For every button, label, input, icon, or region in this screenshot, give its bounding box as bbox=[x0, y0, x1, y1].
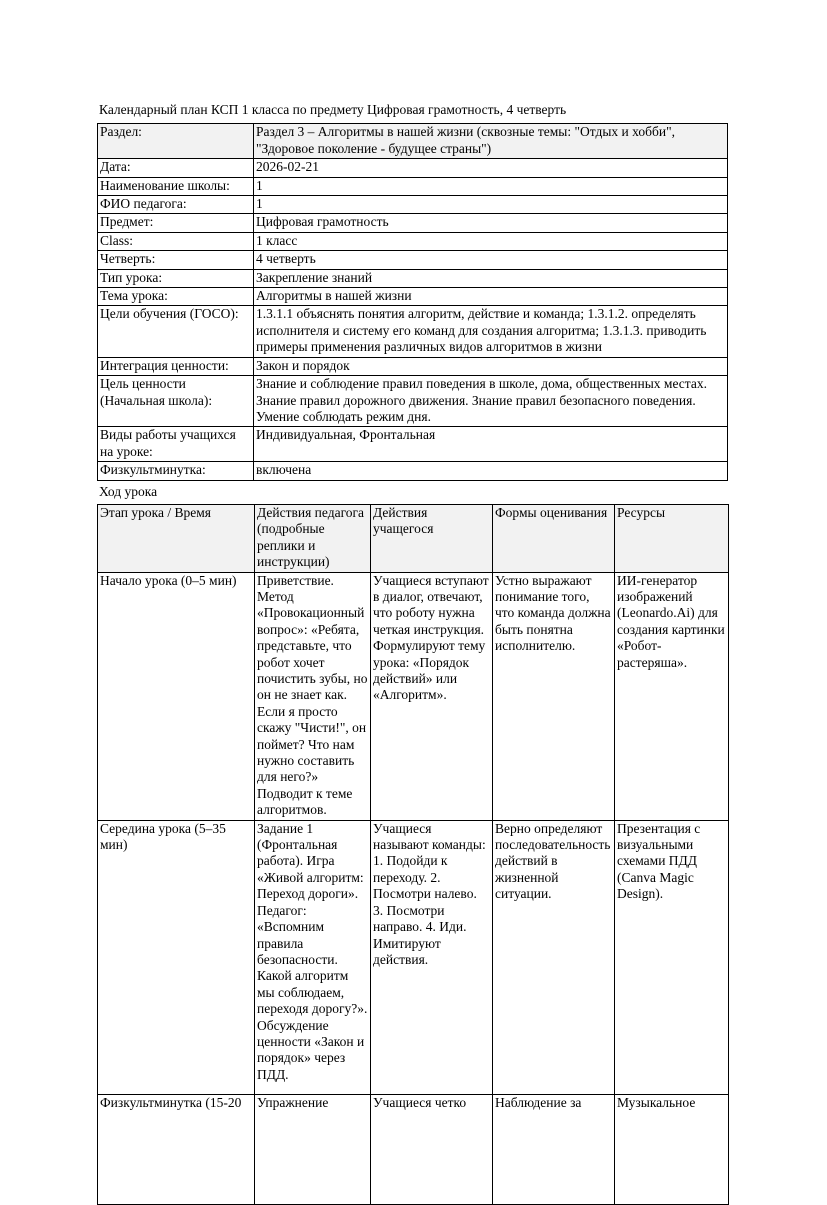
teacher-actions-cell: Упражнение bbox=[255, 1094, 371, 1204]
info-row bbox=[98, 196, 728, 214]
info-value: 4 четверть bbox=[254, 251, 728, 269]
info-value: Закрепление знаний bbox=[254, 269, 728, 287]
info-table bbox=[97, 123, 728, 480]
lesson-table bbox=[97, 504, 729, 1205]
info-value: Знание и соблюдение правил поведения в школе, дома, общественных местах. Знание правил дорожного движения. Знание правил безопасного поведения. Умение соблюдать режим дня. bbox=[254, 376, 728, 427]
info-value: Раздел 3 – Алгоритмы в нашей жизни (сквозные темы: "Отдых и хобби", "Здоровое поколение - будущее страны") bbox=[254, 124, 728, 159]
student-actions-cell: Учащиеся вступают в диалог, отвечают, что роботу нужна четкая инструкция. Формулируют тему урока: «Порядок действий» или «Алгоритм». bbox=[371, 572, 493, 820]
info-row bbox=[98, 251, 728, 269]
info-value: 1 bbox=[254, 177, 728, 195]
info-row bbox=[98, 376, 728, 427]
info-label: Тип урока: bbox=[98, 269, 254, 287]
info-label: ФИО педагога: bbox=[98, 196, 254, 214]
teacher-actions-cell: Задание 1 (Фронтальная работа). Игра «Живой алгоритм: Переход дороги». Педагог: «Вспомним правила безопасности. Какой алгоритм мы соблюдаем, переходя дорогу?». Обсуждение ценности «Закон и порядок» через ПДД. bbox=[255, 820, 371, 1094]
info-row bbox=[98, 462, 728, 480]
info-row bbox=[98, 288, 728, 306]
resources-cell: Презентация с визуальными схемами ПДД (Canva Magic Design). bbox=[615, 820, 729, 1094]
page-title: Календарный план КСП 1 класса по предмету Цифровая грамотность, 4 четверть bbox=[99, 102, 567, 117]
document-content bbox=[97, 102, 728, 1110]
resources-cell: Музыкальное bbox=[615, 1094, 729, 1204]
info-label: Предмет: bbox=[98, 214, 254, 232]
stage-cell: Начало урока (0–5 мин) bbox=[98, 572, 255, 820]
info-label: Виды работы учащихся на уроке: bbox=[98, 427, 254, 462]
lesson-row bbox=[98, 572, 729, 820]
section-heading: Ход урока bbox=[99, 483, 158, 499]
lesson-header-resources: Ресурсы bbox=[615, 504, 729, 572]
info-row bbox=[98, 124, 728, 159]
info-value: 1 bbox=[254, 196, 728, 214]
info-row bbox=[98, 306, 728, 357]
lesson-header-assessment: Формы оценивания bbox=[493, 504, 615, 572]
info-label: Тема урока: bbox=[98, 288, 254, 306]
info-label: Наименование школы: bbox=[98, 177, 254, 195]
resources-cell: ИИ-генератор изображений (Leonardo.Ai) для создания картинки «Робот-растеряша». bbox=[615, 572, 729, 820]
info-row bbox=[98, 269, 728, 287]
info-label: Цель ценности (Начальная школа): bbox=[98, 376, 254, 427]
info-row bbox=[98, 159, 728, 177]
info-row bbox=[98, 177, 728, 195]
student-actions-cell: Учащиеся четко bbox=[371, 1094, 493, 1204]
info-label: Раздел: bbox=[98, 124, 254, 159]
assessment-cell: Наблюдение за bbox=[493, 1094, 615, 1204]
lesson-header-stage: Этап урока / Время bbox=[98, 504, 255, 572]
info-value: Индивидуальная, Фронтальная bbox=[254, 427, 728, 462]
info-row bbox=[98, 357, 728, 375]
stage-cell: Середина урока (5–35 мин) bbox=[98, 820, 255, 1094]
info-value: Цифровая грамотность bbox=[254, 214, 728, 232]
info-label: Дата: bbox=[98, 159, 254, 177]
info-row bbox=[98, 214, 728, 232]
lesson-row bbox=[98, 1094, 729, 1204]
info-label: Цели обучения (ГОСО): bbox=[98, 306, 254, 357]
lesson-header-teacher-actions: Действия педагога (подробные реплики и инструкции) bbox=[255, 504, 371, 572]
info-value: 2026-02-21 bbox=[254, 159, 728, 177]
info-value: включена bbox=[254, 462, 728, 480]
info-label: Физкультминутка: bbox=[98, 462, 254, 480]
lesson-table-clip bbox=[97, 504, 728, 1110]
info-row bbox=[98, 427, 728, 462]
info-value: Закон и порядок bbox=[254, 357, 728, 375]
info-value: 1.3.1.1 объяснять понятия алгоритм, действие и команда; 1.3.1.2. определять исполнителя и систему его команд для создания алгоритма; 1.3.1.3. приводить примеры применения различных видов алгоритмов в жизни bbox=[254, 306, 728, 357]
assessment-cell: Устно выражают понимание того, что команда должна быть понятна исполнителю. bbox=[493, 572, 615, 820]
info-label: Интеграция ценности: bbox=[98, 357, 254, 375]
lesson-header-student-actions: Действия учащегося bbox=[371, 504, 493, 572]
lesson-header-row bbox=[98, 504, 729, 572]
info-value: 1 класс bbox=[254, 232, 728, 250]
info-label: Четверть: bbox=[98, 251, 254, 269]
teacher-actions-cell: Приветствие. Метод «Провокационный вопрос»: «Ребята, представьте, что робот хочет почистить зубы, но он не знает как. Если я просто скажу "Чисти!", он поймет? Что нам нужно составить для него?» Подводит к теме алгоритмов. bbox=[255, 572, 371, 820]
info-label: Class: bbox=[98, 232, 254, 250]
stage-cell: Физкультминутка (15-20 bbox=[98, 1094, 255, 1204]
info-row bbox=[98, 232, 728, 250]
lesson-row bbox=[98, 820, 729, 1094]
student-actions-cell: Учащиеся называют команды: 1. Подойди к переходу. 2. Посмотри налево. 3. Посмотри направо. 4. Иди. Имитируют действия. bbox=[371, 820, 493, 1094]
info-value: Алгоритмы в нашей жизни bbox=[254, 288, 728, 306]
assessment-cell: Верно определяют последовательность действий в жизненной ситуации. bbox=[493, 820, 615, 1094]
